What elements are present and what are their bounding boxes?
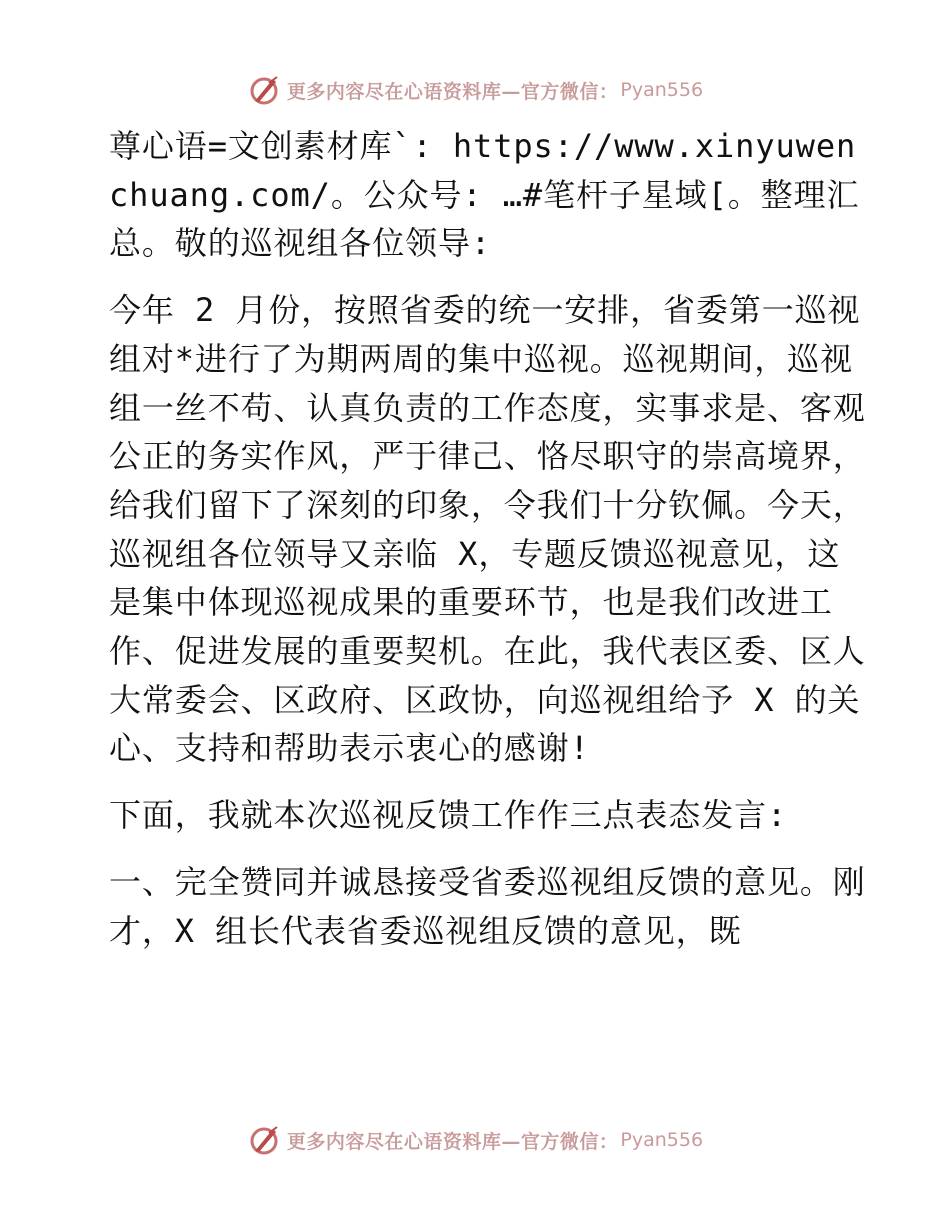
watermark-text: 更多内容尽在心语资料库—官方微信： bbox=[286, 80, 619, 103]
paragraph-main: 今年 2 月份，按照省委的统一安排，省委第一巡视组对*进行了为期两周的集中巡视。巡视期间，巡视组一丝不苟、认真负责的工作态度，实事求是、客观公正的务实作风，严于律己、恪尽职守的崇高境界，给我们留下了深刻的印象，令我们十分钦佩。今天，巡视组各位领导又亲临 X，专题反馈巡视意见，这是集中体现巡视成果的重要环节，也是我们改进工作、促进发展的重要契机。在此，我代表区委、区人大常委会、区政府、区政协，向巡视组给予 X 的关心、支持和帮助表示衷心的感谢! bbox=[109, 291, 866, 768]
quill-logo-icon bbox=[247, 73, 281, 107]
paragraph-transition: 下面，我就本次巡视反馈工作作三点表态发言: bbox=[109, 796, 788, 835]
quill-logo-icon bbox=[247, 1123, 281, 1157]
watermark-text: 更多内容尽在心语资料库—官方微信： bbox=[286, 1130, 619, 1153]
header-watermark bbox=[0, 70, 950, 110]
watermark-wechat-id: Pyan556 bbox=[620, 79, 704, 101]
paragraph-intro: 尊心语=文创素材库`: https://www.xinyuwenchuang.com/。公众号: …#笔杆子星域[。整理汇总。敬的巡视组各位领导: bbox=[109, 127, 860, 263]
footer-watermark bbox=[0, 1120, 950, 1160]
watermark-wechat-id: Pyan556 bbox=[620, 1129, 704, 1151]
paragraph-point-one: 一、完全赞同并诚恳接受省委巡视组反馈的意见。刚才，X 组长代表省委巡视组反馈的意见，既 bbox=[109, 862, 866, 950]
document-body bbox=[97, 122, 867, 973]
